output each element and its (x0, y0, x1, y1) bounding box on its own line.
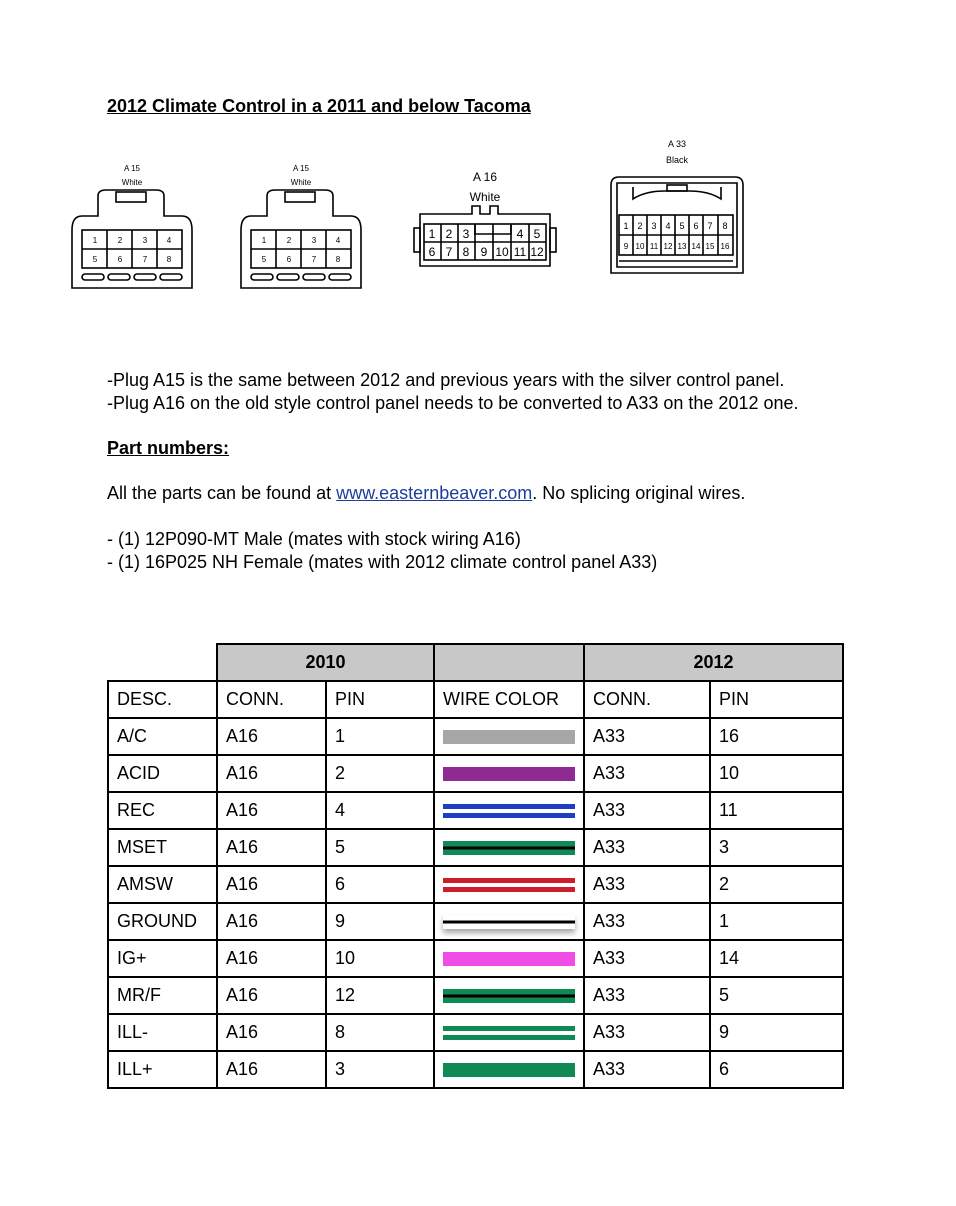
conn-2010-cell: A16 (217, 1051, 326, 1088)
wire-color-swatch (443, 878, 575, 892)
pin-label: 6 (693, 221, 699, 231)
connector-id-label: A 15 (123, 164, 140, 173)
wire-color-cell (434, 792, 584, 829)
note-a16: -Plug A16 on the old style control panel needs to be converted to A33 on the 2012 one. (107, 393, 799, 413)
wiring-table-body (108, 718, 843, 1088)
parts-intro-text: . No splicing original wires. (532, 483, 746, 503)
pin-label: 4 (516, 227, 524, 241)
table-header-row (108, 681, 843, 718)
desc-cell: ACID (108, 755, 217, 792)
pin-2010-cell: 1 (326, 718, 434, 755)
pin-label: 7 (445, 245, 453, 259)
pin-2012-cell: 14 (710, 940, 843, 977)
pin-label: 10 (495, 245, 509, 259)
pin-label: 3 (142, 236, 148, 245)
desc-cell: ILL+ (108, 1051, 217, 1088)
conn-2012-cell: A33 (584, 903, 710, 940)
table-row (108, 977, 843, 1014)
pin-label: 1 (428, 227, 436, 241)
pin-label: 2 (637, 221, 643, 231)
wire-color-swatch (443, 730, 575, 744)
table-row (108, 1051, 843, 1088)
wire-color-cell (434, 1051, 584, 1088)
pin-label: 3 (651, 221, 657, 231)
conn-2010-cell: A16 (217, 829, 326, 866)
connector-a15-diagram (237, 160, 365, 295)
parts-heading: Part numbers: (107, 438, 230, 458)
pin-2012-cell: 2 (710, 866, 843, 903)
desc-cell: MR/F (108, 977, 217, 1014)
pin-label: 7 (707, 221, 713, 231)
group-header-blank (434, 644, 584, 681)
desc-cell: REC (108, 792, 217, 829)
pin-label: 8 (335, 255, 341, 264)
pin-2010-cell: 6 (326, 866, 434, 903)
pin-label: 1 (92, 236, 98, 245)
conn-2012-cell: A33 (584, 829, 710, 866)
wire-color-swatch (443, 841, 575, 855)
desc-cell: MSET (108, 829, 217, 866)
pin-label: 13 (677, 242, 687, 251)
conn-2010-cell: A16 (217, 792, 326, 829)
group-header-2010: 2010 (217, 644, 434, 681)
connector-color-label: White (469, 190, 501, 204)
column-header: CONN. (584, 681, 710, 718)
pin-label: 12 (663, 242, 673, 251)
column-header: PIN (326, 681, 434, 718)
wire-color-cell (434, 866, 584, 903)
wire-color-swatch (443, 1026, 575, 1040)
pin-label: 4 (166, 236, 172, 245)
part-item: - (1) 12P090-MT Male (mates with stock wiring A16) (107, 529, 521, 549)
conn-2012-cell: A33 (584, 1014, 710, 1051)
pin-2010-cell: 4 (326, 792, 434, 829)
desc-cell: A/C (108, 718, 217, 755)
pin-2012-cell: 3 (710, 829, 843, 866)
desc-cell: GROUND (108, 903, 217, 940)
pin-label: 5 (533, 227, 541, 241)
connector-a33-diagram (605, 135, 749, 280)
part-item: - (1) 16P025 NH Female (mates with 2012 climate control panel A33) (107, 552, 658, 572)
pin-2012-cell: 9 (710, 1014, 843, 1051)
conn-2012-cell: A33 (584, 755, 710, 792)
parts-intro (107, 482, 745, 505)
wire-color-swatch (443, 804, 575, 818)
pin-label: 14 (691, 242, 701, 251)
pin-2012-cell: 10 (710, 755, 843, 792)
wire-color-swatch (443, 952, 575, 966)
pin-2012-cell: 1 (710, 903, 843, 940)
pin-2010-cell: 8 (326, 1014, 434, 1051)
conn-2010-cell: A16 (217, 866, 326, 903)
pin-label: 2 (445, 227, 453, 241)
column-header: CONN. (217, 681, 326, 718)
desc-cell: IG+ (108, 940, 217, 977)
pin-label: 10 (635, 242, 645, 251)
pin-label: 12 (530, 245, 544, 259)
conn-2010-cell: A16 (217, 718, 326, 755)
conn-2010-cell: A16 (217, 755, 326, 792)
wire-color-swatch (443, 767, 575, 781)
pin-2010-cell: 12 (326, 977, 434, 1014)
pin-label: 3 (462, 227, 470, 241)
column-header: PIN (710, 681, 843, 718)
pin-label: 6 (117, 255, 123, 264)
table-row (108, 718, 843, 755)
conn-2012-cell: A33 (584, 792, 710, 829)
pin-2012-cell: 5 (710, 977, 843, 1014)
wire-color-cell (434, 940, 584, 977)
pin-2010-cell: 3 (326, 1051, 434, 1088)
wire-color-cell (434, 718, 584, 755)
pin-2012-cell: 11 (710, 792, 843, 829)
connector-color-label: White (290, 178, 312, 187)
conn-2012-cell: A33 (584, 866, 710, 903)
wire-color-swatch (443, 915, 575, 929)
pin-label: 2 (286, 236, 292, 245)
desc-cell: ILL- (108, 1014, 217, 1051)
table-group-header-row (108, 644, 843, 681)
conn-2010-cell: A16 (217, 977, 326, 1014)
pin-label: 11 (649, 242, 659, 251)
table-row (108, 829, 843, 866)
pin-label: 11 (513, 245, 527, 259)
table-row (108, 903, 843, 940)
conn-2012-cell: A33 (584, 1051, 710, 1088)
pin-label: 4 (335, 236, 341, 245)
pin-2012-cell: 16 (710, 718, 843, 755)
pin-label: 8 (722, 221, 728, 231)
conn-2012-cell: A33 (584, 718, 710, 755)
pin-2010-cell: 9 (326, 903, 434, 940)
table-cell (108, 644, 217, 681)
pin-label: 2 (117, 236, 123, 245)
wiring-table (107, 643, 844, 1089)
pin-label: 3 (311, 236, 317, 245)
table-row (108, 866, 843, 903)
connector-color-label: Black (665, 155, 688, 165)
wire-color-cell (434, 903, 584, 940)
pin-label: 8 (462, 245, 470, 259)
connector-color-label: White (121, 178, 143, 187)
conn-2012-cell: A33 (584, 940, 710, 977)
connector-a15-diagram (68, 160, 196, 295)
column-header: WIRE COLOR (434, 681, 584, 718)
wire-color-cell (434, 829, 584, 866)
pin-2010-cell: 10 (326, 940, 434, 977)
pin-label: 6 (428, 245, 436, 259)
parts-intro-text: All the parts can be found at (107, 483, 337, 503)
pin-label: 1 (623, 221, 629, 231)
pin-label: 5 (261, 255, 267, 264)
table-row (108, 755, 843, 792)
wire-color-swatch (443, 989, 575, 1003)
connector-id-label: A 33 (667, 139, 687, 149)
pin-label: 5 (92, 255, 98, 264)
group-header-2012: 2012 (584, 644, 843, 681)
conn-2012-cell: A33 (584, 977, 710, 1014)
column-header: DESC. (108, 681, 217, 718)
wire-color-cell (434, 755, 584, 792)
connector-a16-diagram (410, 168, 560, 278)
conn-2010-cell: A16 (217, 1014, 326, 1051)
table-row (108, 940, 843, 977)
connector-id-label: A 15 (292, 164, 309, 173)
pin-2010-cell: 2 (326, 755, 434, 792)
pin-label: 9 (480, 245, 488, 259)
pin-label: 4 (665, 221, 671, 231)
pin-label: 16 (720, 242, 730, 251)
wire-color-cell (434, 977, 584, 1014)
pin-2012-cell: 6 (710, 1051, 843, 1088)
conn-2010-cell: A16 (217, 940, 326, 977)
conn-2010-cell: A16 (217, 903, 326, 940)
pin-label: 1 (261, 236, 267, 245)
connector-id-label: A 16 (472, 170, 498, 184)
desc-cell: AMSW (108, 866, 217, 903)
pin-label: 8 (166, 255, 172, 264)
wire-color-swatch (443, 1063, 575, 1077)
pin-label: 7 (311, 255, 317, 264)
pin-label: 7 (142, 255, 148, 264)
easternbeaver-link[interactable]: www.easternbeaver.com (336, 483, 533, 503)
pin-label: 6 (286, 255, 292, 264)
page-title: 2012 Climate Control in a 2011 and below Tacoma (107, 96, 531, 116)
note-a15: -Plug A15 is the same between 2012 and previous years with the silver control panel. (107, 370, 785, 390)
pin-label: 15 (705, 242, 715, 251)
pin-label: 9 (623, 242, 629, 251)
table-row (108, 1014, 843, 1051)
wire-color-cell (434, 1014, 584, 1051)
table-row (108, 792, 843, 829)
pin-label: 5 (679, 221, 685, 231)
pin-2010-cell: 5 (326, 829, 434, 866)
